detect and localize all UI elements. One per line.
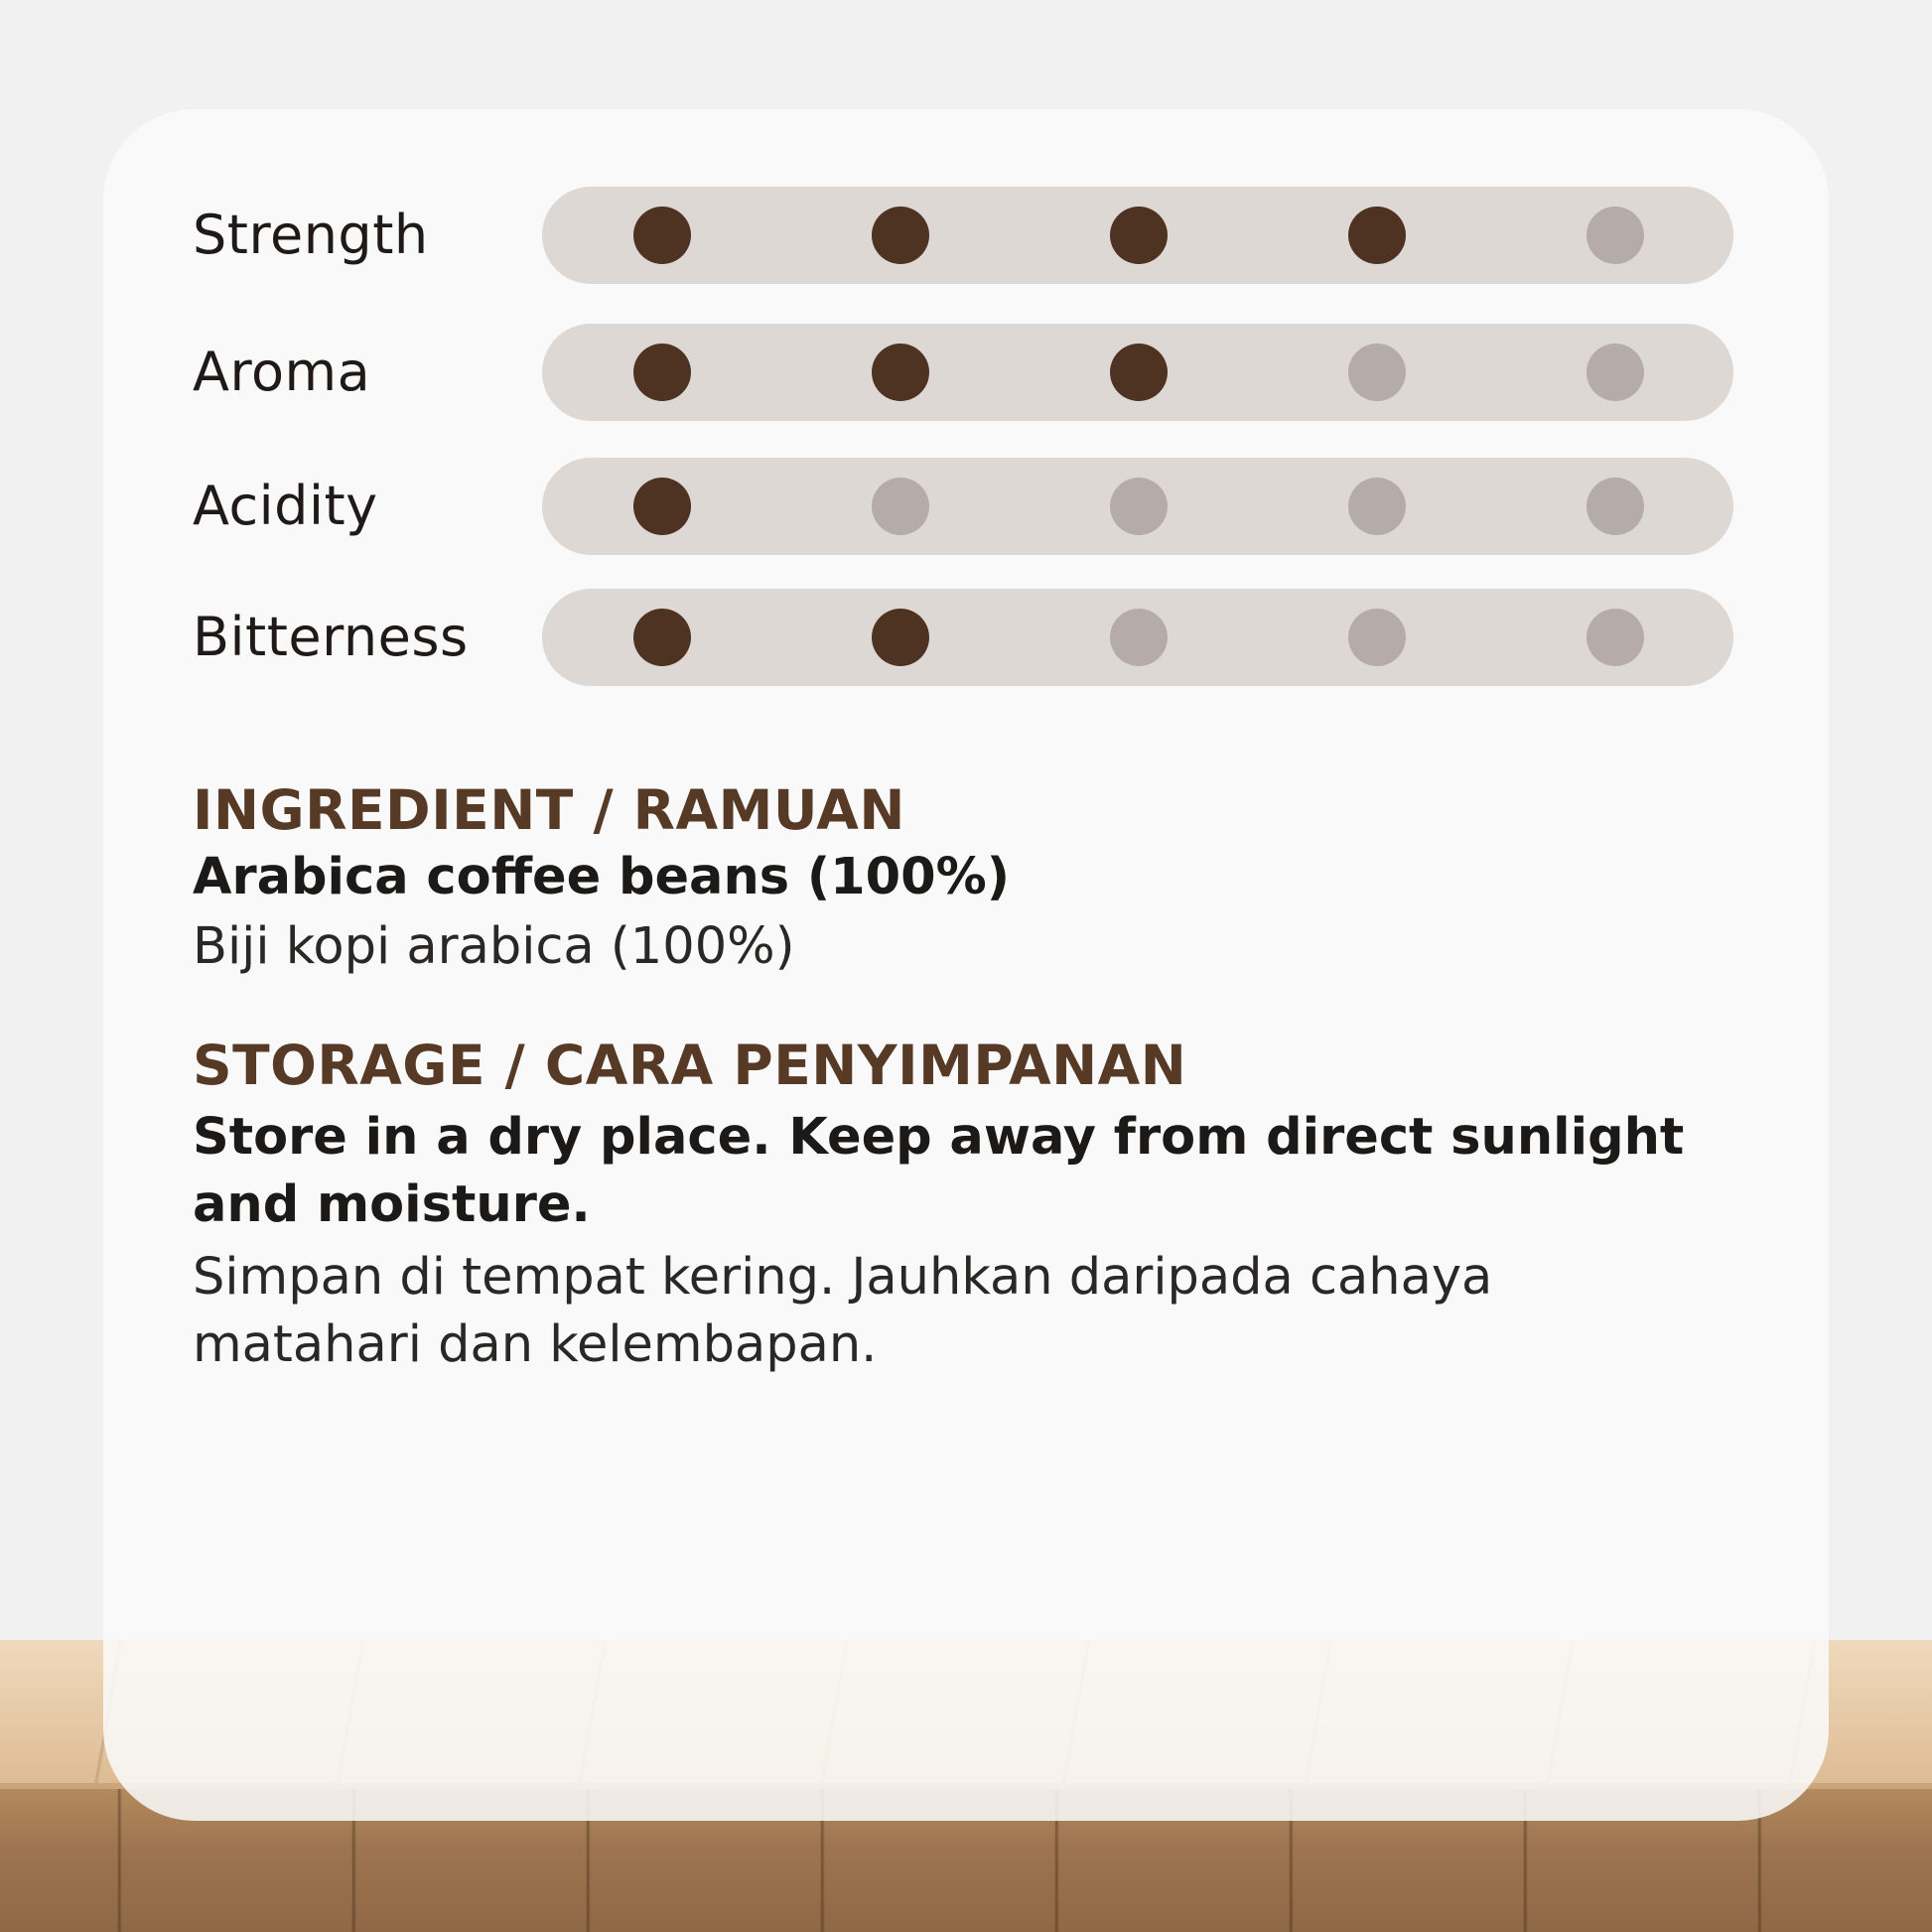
- rating-label: Bitterness: [193, 606, 469, 668]
- rating-track: [542, 187, 1733, 284]
- rating-track: [542, 324, 1733, 421]
- rating-row-bitterness: [0, 589, 1932, 686]
- rating-dot-filled: [633, 344, 691, 401]
- rating-dot-filled: [872, 207, 929, 264]
- rating-dot-filled: [1348, 207, 1406, 264]
- storage-english: Store in a dry place. Keep away from direct sunlight and moisture.: [193, 1108, 1685, 1234]
- rating-dot-empty: [1587, 478, 1644, 535]
- rating-row-aroma: [0, 324, 1932, 421]
- rating-dot-empty: [1348, 344, 1406, 401]
- rating-dot-empty: [872, 478, 929, 535]
- rating-dot-filled: [633, 207, 691, 264]
- rating-dot-empty: [1587, 207, 1644, 264]
- rating-dot-empty: [1348, 609, 1406, 666]
- rating-dot-empty: [1110, 478, 1168, 535]
- rating-track: [542, 589, 1733, 686]
- ingredient-title: INGREDIENT / RAMUAN: [193, 778, 905, 842]
- rating-track: [542, 458, 1733, 555]
- rating-dot-filled: [1110, 207, 1168, 264]
- storage-malay: Simpan di tempat kering. Jauhkan daripada cahaya matahari dan kelembapan.: [193, 1248, 1493, 1374]
- ingredient-english: Arabica coffee beans (100%): [193, 848, 1011, 906]
- rating-row-acidity: [0, 458, 1932, 555]
- rating-dot-filled: [872, 344, 929, 401]
- rating-dot-filled: [1110, 344, 1168, 401]
- rating-dot-empty: [1587, 609, 1644, 666]
- ingredient-malay: Biji kopi arabica (100%): [193, 917, 795, 976]
- storage-title: STORAGE / CARA PENYIMPANAN: [193, 1034, 1187, 1097]
- rating-dot-empty: [1348, 478, 1406, 535]
- rating-row-strength: [0, 187, 1932, 284]
- rating-dot-empty: [1110, 609, 1168, 666]
- rating-label: Acidity: [193, 475, 378, 537]
- rating-dot-filled: [633, 609, 691, 666]
- rating-dot-filled: [633, 478, 691, 535]
- rating-dot-empty: [1587, 344, 1644, 401]
- rating-dot-filled: [872, 609, 929, 666]
- rating-label: Aroma: [193, 341, 371, 403]
- rating-label: Strength: [193, 204, 429, 266]
